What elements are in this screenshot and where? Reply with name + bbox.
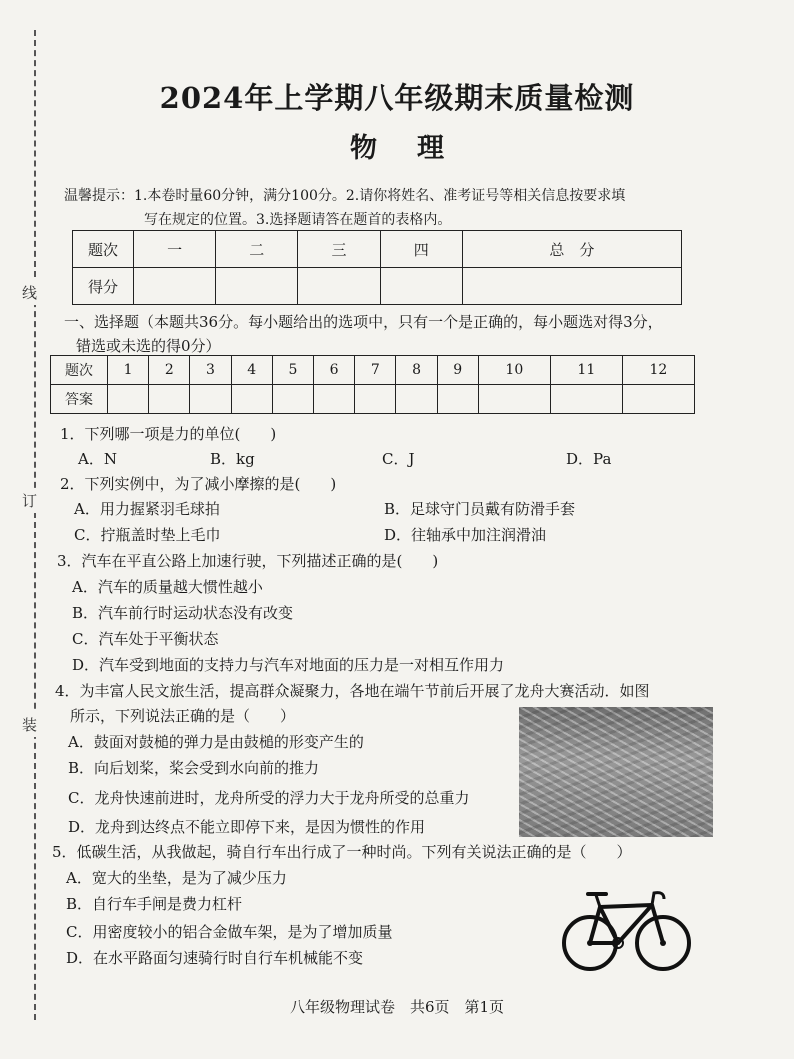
answer-number: 11 — [550, 356, 622, 385]
score-row-label-defen: 得分 — [73, 268, 134, 305]
score-col-3: 三 — [298, 231, 380, 268]
score-cell[interactable] — [298, 268, 380, 305]
question-1-option-a: A．N — [78, 450, 117, 468]
question-1-option-c: C．J — [382, 450, 415, 468]
answer-cell[interactable] — [437, 385, 478, 414]
question-3-option-c: C．汽车处于平衡状态 — [72, 630, 219, 648]
question-3-option-a: A．汽车的质量越大惯性越小 — [72, 578, 263, 596]
question-2-option-a: A．用力握紧羽毛球拍 — [74, 500, 220, 518]
question-5-option-a: A．宽大的坐垫，是为了减少压力 — [66, 869, 287, 887]
answer-cell[interactable] — [355, 385, 396, 414]
answer-table-answer-row — [51, 385, 695, 414]
section-1-title-line-1: 一、选择题（本题共36分。每小题给出的选项中，只有一个是正确的，每小题选对得3分， — [64, 313, 663, 331]
score-cell[interactable] — [462, 268, 681, 305]
answer-table-number-row — [51, 356, 695, 385]
exam-subject: 物理 — [350, 133, 484, 164]
question-2-stem: 2．下列实例中，为了减小摩擦的是( ) — [60, 475, 337, 493]
question-3-stem: 3．汽车在平直公路上加速行驶，下列描述正确的是( ) — [57, 552, 439, 570]
answer-number: 10 — [478, 356, 550, 385]
answer-number: 12 — [622, 356, 694, 385]
answer-number: 5 — [272, 356, 313, 385]
score-cell[interactable] — [216, 268, 298, 305]
exam-title: 2024年上学期八年级期末质量检测 — [159, 81, 635, 115]
answer-cell[interactable] — [396, 385, 437, 414]
answer-cell[interactable] — [314, 385, 355, 414]
tip-line-1: 温馨提示：1.本卷时量60分钟，满分100分。2.请你将姓名、准考证号等相关信息按要求填 — [64, 188, 626, 204]
answer-number: 1 — [108, 356, 149, 385]
answer-cell[interactable] — [622, 385, 694, 414]
answer-number: 3 — [190, 356, 231, 385]
question-3-option-d: D．汽车受到地面的支持力与汽车对地面的压力是一对相互作用力 — [72, 656, 505, 674]
question-2-option-c: C．拧瓶盖时垫上毛巾 — [74, 526, 221, 544]
question-5-option-c: C．用密度较小的铝合金做车架，是为了增加质量 — [66, 923, 393, 941]
binding-char-ding: 订 — [22, 488, 37, 513]
answer-number: 4 — [231, 356, 272, 385]
question-5-option-d: D．在水平路面匀速骑行时自行车机械能不变 — [66, 949, 364, 967]
section-1-title — [64, 310, 704, 358]
score-cell[interactable] — [134, 268, 216, 305]
bicycle-icon — [560, 885, 695, 975]
answer-number: 9 — [437, 356, 478, 385]
question-4-option-c: C．龙舟快速前进时，龙舟所受的浮力大于龙舟所受的总重力 — [68, 789, 470, 807]
question-4-stem: 4．为丰富人民文旅生活，提高群众凝聚力，各地在端午节前后开展了龙舟大赛活动．如图 — [55, 682, 650, 700]
question-5-option-b: B．自行车手闸是费力杠杆 — [66, 895, 243, 913]
exam-tip — [64, 184, 704, 232]
answer-number: 6 — [314, 356, 355, 385]
question-1-option-b: B．kg — [210, 450, 255, 468]
answer-number: 7 — [355, 356, 396, 385]
answer-cell[interactable] — [550, 385, 622, 414]
binding-dashed-line — [34, 30, 36, 1020]
answer-cell[interactable] — [108, 385, 149, 414]
score-table-header-row — [73, 231, 682, 268]
question-2-option-b: B．足球守门员戴有防滑手套 — [384, 500, 576, 518]
answer-cell[interactable] — [231, 385, 272, 414]
score-col-4: 四 — [380, 231, 462, 268]
question-4-option-a: A．鼓面对鼓槌的弹力是由鼓槌的形变产生的 — [68, 733, 364, 751]
answer-cell[interactable] — [478, 385, 550, 414]
page-footer: 八年级物理试卷 共6页 第1页 — [289, 998, 505, 1016]
score-col-total: 总 分 — [462, 231, 681, 268]
question-2-option-d: D．往轴承中加注润滑油 — [384, 526, 547, 544]
question-1-stem: 1．下列哪一项是力的单位( ) — [60, 425, 277, 443]
answer-number: 2 — [149, 356, 190, 385]
answer-cell[interactable] — [149, 385, 190, 414]
answer-row-label-tici: 题次 — [51, 356, 108, 385]
score-cell[interactable] — [380, 268, 462, 305]
score-row-label-tici: 题次 — [73, 231, 134, 268]
binding-char-xian: 线 — [22, 280, 37, 305]
question-4-option-b: B．向后划桨，桨会受到水向前的推力 — [68, 759, 320, 777]
question-4-option-d: D．龙舟到达终点不能立即停下来，是因为惯性的作用 — [68, 818, 426, 836]
score-col-2: 二 — [216, 231, 298, 268]
tip-line-2: 写在规定的位置。3.选择题请答在题首的表格内。 — [144, 212, 452, 228]
score-table — [72, 230, 682, 305]
score-col-1: 一 — [134, 231, 216, 268]
answer-table — [50, 355, 695, 414]
question-4-stem-continued: 所示，下列说法正确的是（ ） — [70, 707, 296, 725]
answer-cell[interactable] — [190, 385, 231, 414]
dragon-boat-photo — [519, 707, 713, 837]
score-table-score-row — [73, 268, 682, 305]
answer-number: 8 — [396, 356, 437, 385]
question-1-option-d: D．Pa — [566, 450, 612, 468]
question-3-option-b: B．汽车前行时运动状态没有改变 — [72, 604, 294, 622]
question-5-stem: 5．低碳生活，从我做起，骑自行车出行成了一种时尚。下列有关说法正确的是（ ） — [52, 843, 632, 861]
answer-cell[interactable] — [272, 385, 313, 414]
section-1-title-line-2: 错选或未选的得0分） — [76, 337, 221, 355]
binding-char-zhuang: 装 — [22, 712, 37, 737]
answer-row-label-daan: 答案 — [51, 385, 108, 414]
